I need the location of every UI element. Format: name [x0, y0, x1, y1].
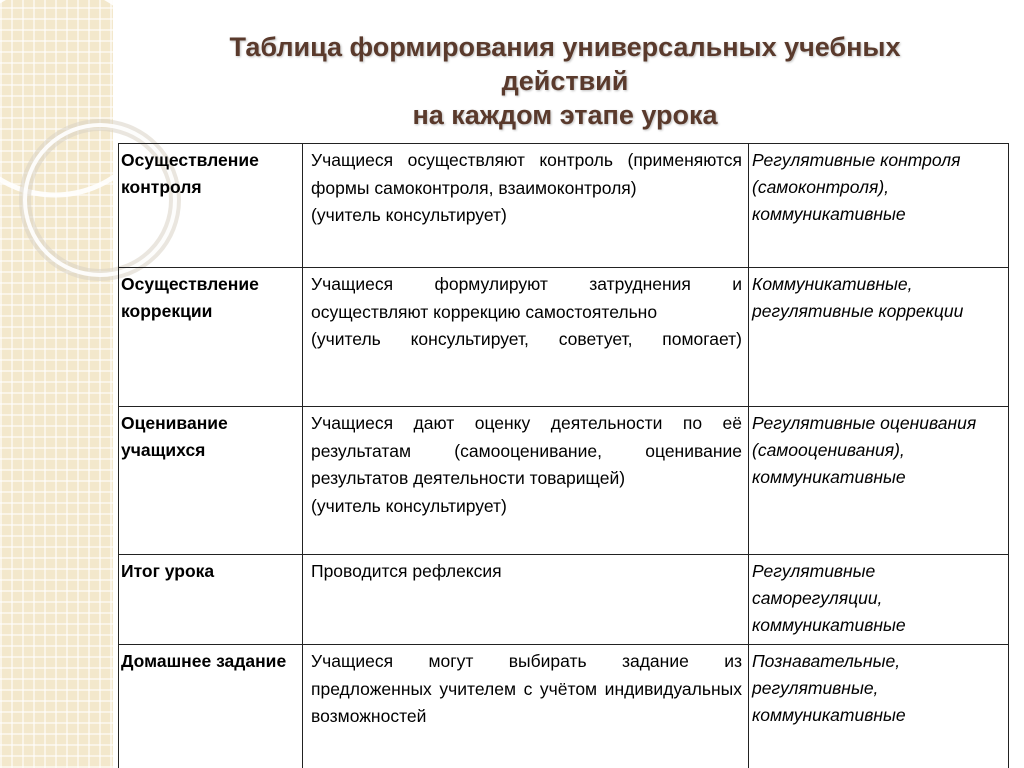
uud-table	[118, 143, 1009, 768]
description-cell	[303, 407, 749, 555]
uud-cell: Познавательные, регулятивные, коммуникативные	[749, 645, 1009, 768]
stage-cell: Домашнее задание	[119, 645, 303, 768]
description-text: Учащиеся формулируют затруднения и осуществляют коррекцию самостоятельно	[311, 274, 742, 322]
stage-cell: Осуществление контроля	[119, 144, 303, 268]
uud-cell: Регулятивные оценивания (самооценивания), коммуникативные	[749, 407, 1009, 555]
uud-cell: Регулятивные контроля (самоконтроля), коммуникативные	[749, 144, 1009, 268]
uud-cell: Коммуникативные, регулятивные коррекции	[749, 268, 1009, 407]
description-cell	[303, 268, 749, 407]
description-text: Учащиеся могут выбирать задание из предложенных учителем с учётом индивидуальных возможностей	[311, 651, 742, 726]
description-text: Учащиеся осуществляют контроль (применяются формы самоконтроля, взаимоконтроля)	[311, 150, 742, 198]
teacher-note: (учитель консультирует, советует, помогает)	[311, 329, 742, 349]
table-row	[119, 268, 1009, 407]
teacher-note: (учитель консультирует)	[311, 205, 507, 225]
stage-cell: Итог урока	[119, 555, 303, 645]
table-row	[119, 407, 1009, 555]
description-cell	[303, 645, 749, 768]
title-line-3: на каждом этапе урока	[412, 100, 718, 130]
table-row	[119, 555, 1009, 645]
table-row	[119, 144, 1009, 268]
title-line-1: Таблица формирования универсальных учебных	[229, 32, 901, 62]
teacher-note: (учитель консультирует)	[311, 495, 507, 516]
page-title	[150, 30, 980, 132]
stage-cell: Оценивание учащихся	[119, 407, 303, 555]
stage-cell: Осуществление коррекции	[119, 268, 303, 407]
description-cell	[303, 144, 749, 268]
title-line-2: действий	[501, 66, 629, 96]
description-text: Учащиеся дают оценку деятельности по её результатам (самооценивание, оценивание результатов деятельности товарищей)	[311, 413, 742, 488]
description-cell	[303, 555, 749, 645]
uud-cell: Регулятивные саморегуляции, коммуникативные	[749, 555, 1009, 645]
description-text: Проводится рефлексия	[311, 561, 502, 581]
table-row	[119, 645, 1009, 768]
